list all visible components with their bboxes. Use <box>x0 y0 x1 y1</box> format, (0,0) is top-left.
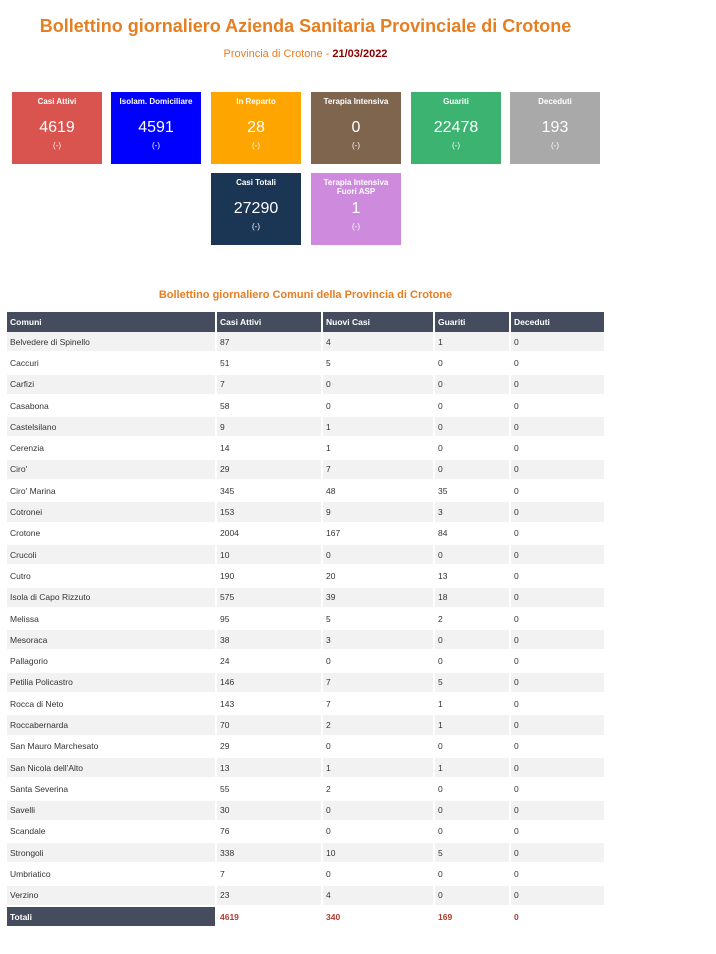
municipality-name-cell: Roccabernarda <box>7 714 216 735</box>
table-header <box>7 312 605 332</box>
table-cell: 0 <box>434 800 510 821</box>
report-date: 21/03/2022 <box>332 48 388 60</box>
table-cell: 1 <box>434 714 510 735</box>
table-cell: 0 <box>434 736 510 757</box>
municipality-name-cell: Mesoraca <box>7 629 216 650</box>
table-cell: 0 <box>434 437 510 458</box>
table-cell: 0 <box>510 587 605 608</box>
table-cell: 0 <box>510 693 605 714</box>
municipality-name-cell: Castelsilano <box>7 416 216 437</box>
table-row <box>7 565 605 586</box>
stat-label: Deceduti <box>538 97 572 106</box>
table-cell: 2 <box>322 778 434 799</box>
table-cell: 9 <box>216 416 322 437</box>
table-cell: 23 <box>216 885 322 906</box>
table-row <box>7 757 605 778</box>
municipality-name-cell: Pallagorio <box>7 650 216 671</box>
table-cell: 7 <box>216 863 322 884</box>
table-cell: 1 <box>322 437 434 458</box>
table-cell: 84 <box>434 523 510 544</box>
table-cell: 575 <box>216 587 322 608</box>
table-cell: 1 <box>434 757 510 778</box>
municipality-name-cell: Verzino <box>7 885 216 906</box>
stat-change: (-) <box>152 141 160 150</box>
table-cell: 0 <box>510 736 605 757</box>
total-cell: 340 <box>322 906 434 927</box>
table-row <box>7 352 605 373</box>
municipality-name-cell: San Mauro Marchesato <box>7 736 216 757</box>
table-cell: 0 <box>510 757 605 778</box>
table-cell: 10 <box>216 544 322 565</box>
table-cell: 3 <box>322 629 434 650</box>
table-cell: 0 <box>434 650 510 671</box>
table-cell: 38 <box>216 629 322 650</box>
table-row <box>7 416 605 437</box>
section-title: Bollettino giornaliero Comuni della Provincia di Crotone <box>158 289 453 301</box>
total-cell: 169 <box>434 906 510 927</box>
table-cell: 0 <box>510 459 605 480</box>
table-cell: 5 <box>434 672 510 693</box>
stat-box-in-reparto <box>211 92 301 164</box>
province-label: Provincia di Crotone - <box>223 48 333 60</box>
table-row <box>7 693 605 714</box>
table-cell: 2 <box>434 608 510 629</box>
table-cell: 190 <box>216 565 322 586</box>
table-cell: 0 <box>510 480 605 501</box>
total-cell: 4619 <box>216 906 322 927</box>
table-cell: 70 <box>216 714 322 735</box>
municipalities-table <box>7 312 606 928</box>
table-cell: 5 <box>322 608 434 629</box>
table-cell: 338 <box>216 842 322 863</box>
table-cell: 7 <box>216 374 322 395</box>
table-cell: 0 <box>322 544 434 565</box>
table-cell: 0 <box>434 778 510 799</box>
stat-box-guariti <box>411 92 501 164</box>
table-cell: 0 <box>510 352 605 373</box>
table-cell: 13 <box>434 565 510 586</box>
table-cell: 9 <box>322 501 434 522</box>
table-row <box>7 800 605 821</box>
stat-box-terapia-intensiva <box>311 92 401 164</box>
stat-change: (-) <box>252 222 260 231</box>
table-cell: 2004 <box>216 523 322 544</box>
column-header: Comuni <box>7 312 216 332</box>
table-cell: 0 <box>510 395 605 416</box>
table-cell: 0 <box>510 565 605 586</box>
table-cell: 1 <box>434 332 510 352</box>
stat-value: 22478 <box>433 119 479 136</box>
stat-box-casi-totali <box>211 173 301 245</box>
stat-value: 4619 <box>39 119 75 136</box>
table-cell: 167 <box>322 523 434 544</box>
table-cell: 87 <box>216 332 322 352</box>
table-cell: 143 <box>216 693 322 714</box>
table-cell: 95 <box>216 608 322 629</box>
table-body <box>7 332 605 906</box>
table-cell: 4 <box>322 332 434 352</box>
stat-label: Casi Totali <box>236 178 276 187</box>
municipality-name-cell: Rocca di Neto <box>7 693 216 714</box>
table-row <box>7 587 605 608</box>
table-cell: 7 <box>322 459 434 480</box>
column-header: Guariti <box>434 312 510 332</box>
table-cell: 3 <box>434 501 510 522</box>
stat-box-deceduti <box>510 92 600 164</box>
table-cell: 0 <box>322 395 434 416</box>
stat-label: Isolam. Domiciliare <box>119 97 193 106</box>
table-cell: 24 <box>216 650 322 671</box>
stat-value: 0 <box>351 119 361 136</box>
table-row <box>7 437 605 458</box>
table-cell: 0 <box>510 629 605 650</box>
municipality-name-cell: Petilia Policastro <box>7 672 216 693</box>
table-cell: 4 <box>322 885 434 906</box>
table-cell: 0 <box>510 544 605 565</box>
table-cell: 2 <box>322 714 434 735</box>
municipality-name-cell: Ciro' Marina <box>7 480 216 501</box>
table-row <box>7 672 605 693</box>
stat-change: (-) <box>53 141 61 150</box>
table-row <box>7 863 605 884</box>
municipality-name-cell: Belvedere di Spinello <box>7 332 216 352</box>
stat-label: Guariti <box>443 97 469 106</box>
table-row <box>7 459 605 480</box>
stat-label: Terapia Intensiva Fuori ASP <box>323 178 389 196</box>
table-cell: 1 <box>322 757 434 778</box>
table-cell: 0 <box>434 544 510 565</box>
stat-value: 4591 <box>138 119 174 136</box>
table-cell: 0 <box>510 842 605 863</box>
table-row <box>7 736 605 757</box>
stat-change: (-) <box>452 141 460 150</box>
table-cell: 0 <box>510 416 605 437</box>
municipality-name-cell: Umbriatico <box>7 863 216 884</box>
stat-change: (-) <box>352 141 360 150</box>
municipality-name-cell: Ciro' <box>7 459 216 480</box>
table-cell: 35 <box>434 480 510 501</box>
table-cell: 0 <box>434 395 510 416</box>
municipality-name-cell: Isola di Capo Rizzuto <box>7 587 216 608</box>
table-cell: 0 <box>510 821 605 842</box>
stat-value: 27290 <box>233 200 279 217</box>
table-cell: 7 <box>322 672 434 693</box>
stat-box-casi-attivi <box>12 92 102 164</box>
municipality-name-cell: Crotone <box>7 523 216 544</box>
table-row <box>7 523 605 544</box>
table-cell: 29 <box>216 736 322 757</box>
table-cell: 18 <box>434 587 510 608</box>
page-subtitle <box>0 48 611 60</box>
municipality-name-cell: Casabona <box>7 395 216 416</box>
total-cell: 0 <box>510 906 605 927</box>
table-row <box>7 778 605 799</box>
table-cell: 0 <box>510 800 605 821</box>
totals-row <box>7 906 605 927</box>
table-cell: 0 <box>434 374 510 395</box>
table-row <box>7 480 605 501</box>
table-cell: 0 <box>434 629 510 650</box>
column-header: Nuovi Casi <box>322 312 434 332</box>
table-row <box>7 650 605 671</box>
table-cell: 0 <box>510 863 605 884</box>
table-cell: 0 <box>510 523 605 544</box>
table-cell: 0 <box>434 821 510 842</box>
table-cell: 146 <box>216 672 322 693</box>
municipality-name-cell: Cerenzia <box>7 437 216 458</box>
municipality-name-cell: Cotronei <box>7 501 216 522</box>
table-cell: 0 <box>510 374 605 395</box>
stat-change: (-) <box>252 141 260 150</box>
stat-change: (-) <box>551 141 559 150</box>
column-header: Casi Attivi <box>216 312 322 332</box>
table-cell: 0 <box>510 650 605 671</box>
table-row <box>7 374 605 395</box>
table-cell: 0 <box>322 374 434 395</box>
municipality-name-cell: Santa Severina <box>7 778 216 799</box>
page-title: Bollettino giornaliero Azienda Sanitaria Provinciale di Crotone <box>39 16 572 36</box>
table-cell: 0 <box>510 501 605 522</box>
municipality-name-cell: San Nicola dell'Alto <box>7 757 216 778</box>
municipality-name-cell: Crucoli <box>7 544 216 565</box>
table-cell: 0 <box>322 800 434 821</box>
table-cell: 0 <box>322 821 434 842</box>
table-cell: 0 <box>434 352 510 373</box>
stat-box-isolamento-domiciliare <box>111 92 201 164</box>
stat-value: 193 <box>541 119 569 136</box>
totals-label: Totali <box>7 906 216 927</box>
table-cell: 153 <box>216 501 322 522</box>
municipality-name-cell: Caccuri <box>7 352 216 373</box>
table-row <box>7 714 605 735</box>
municipality-name-cell: Melissa <box>7 608 216 629</box>
table-cell: 76 <box>216 821 322 842</box>
table-cell: 5 <box>434 842 510 863</box>
table-cell: 0 <box>510 885 605 906</box>
table-cell: 0 <box>434 885 510 906</box>
municipality-name-cell: Savelli <box>7 800 216 821</box>
stat-label: In Reparto <box>236 97 276 106</box>
table-row <box>7 608 605 629</box>
table-cell: 55 <box>216 778 322 799</box>
table-cell: 1 <box>322 416 434 437</box>
stat-change: (-) <box>352 222 360 231</box>
table-cell: 14 <box>216 437 322 458</box>
header-row <box>7 312 605 332</box>
table-row <box>7 544 605 565</box>
table-cell: 48 <box>322 480 434 501</box>
table-cell: 0 <box>510 714 605 735</box>
table-cell: 5 <box>322 352 434 373</box>
table-cell: 1 <box>434 693 510 714</box>
table-cell: 0 <box>510 672 605 693</box>
table-row <box>7 629 605 650</box>
table-cell: 39 <box>322 587 434 608</box>
table-cell: 0 <box>510 608 605 629</box>
table-cell: 0 <box>510 437 605 458</box>
column-header: Deceduti <box>510 312 605 332</box>
table-cell: 29 <box>216 459 322 480</box>
table-row <box>7 501 605 522</box>
table-row <box>7 332 605 352</box>
table-cell: 30 <box>216 800 322 821</box>
table-cell: 0 <box>434 863 510 884</box>
table-footer <box>7 906 605 927</box>
table-row <box>7 821 605 842</box>
table-cell: 0 <box>322 736 434 757</box>
table-cell: 0 <box>322 650 434 671</box>
table-cell: 0 <box>322 863 434 884</box>
municipality-name-cell: Cutro <box>7 565 216 586</box>
stat-box-terapia-intensiva-fuori-asp <box>311 173 401 245</box>
table-cell: 345 <box>216 480 322 501</box>
stat-value: 1 <box>351 200 361 217</box>
table-cell: 0 <box>434 459 510 480</box>
stat-label: Casi Attivi <box>37 97 77 106</box>
municipality-name-cell: Carfizi <box>7 374 216 395</box>
table-cell: 20 <box>322 565 434 586</box>
table-cell: 58 <box>216 395 322 416</box>
table-row <box>7 395 605 416</box>
stat-value: 28 <box>247 119 265 136</box>
table-cell: 0 <box>510 332 605 352</box>
table-row <box>7 842 605 863</box>
table-cell: 7 <box>322 693 434 714</box>
table-cell: 0 <box>434 416 510 437</box>
municipality-name-cell: Scandale <box>7 821 216 842</box>
municipality-name-cell: Strongoli <box>7 842 216 863</box>
table-cell: 0 <box>510 778 605 799</box>
table-row <box>7 885 605 906</box>
table-cell: 10 <box>322 842 434 863</box>
table-cell: 51 <box>216 352 322 373</box>
stat-label: Terapia Intensiva <box>323 97 389 106</box>
table-cell: 13 <box>216 757 322 778</box>
